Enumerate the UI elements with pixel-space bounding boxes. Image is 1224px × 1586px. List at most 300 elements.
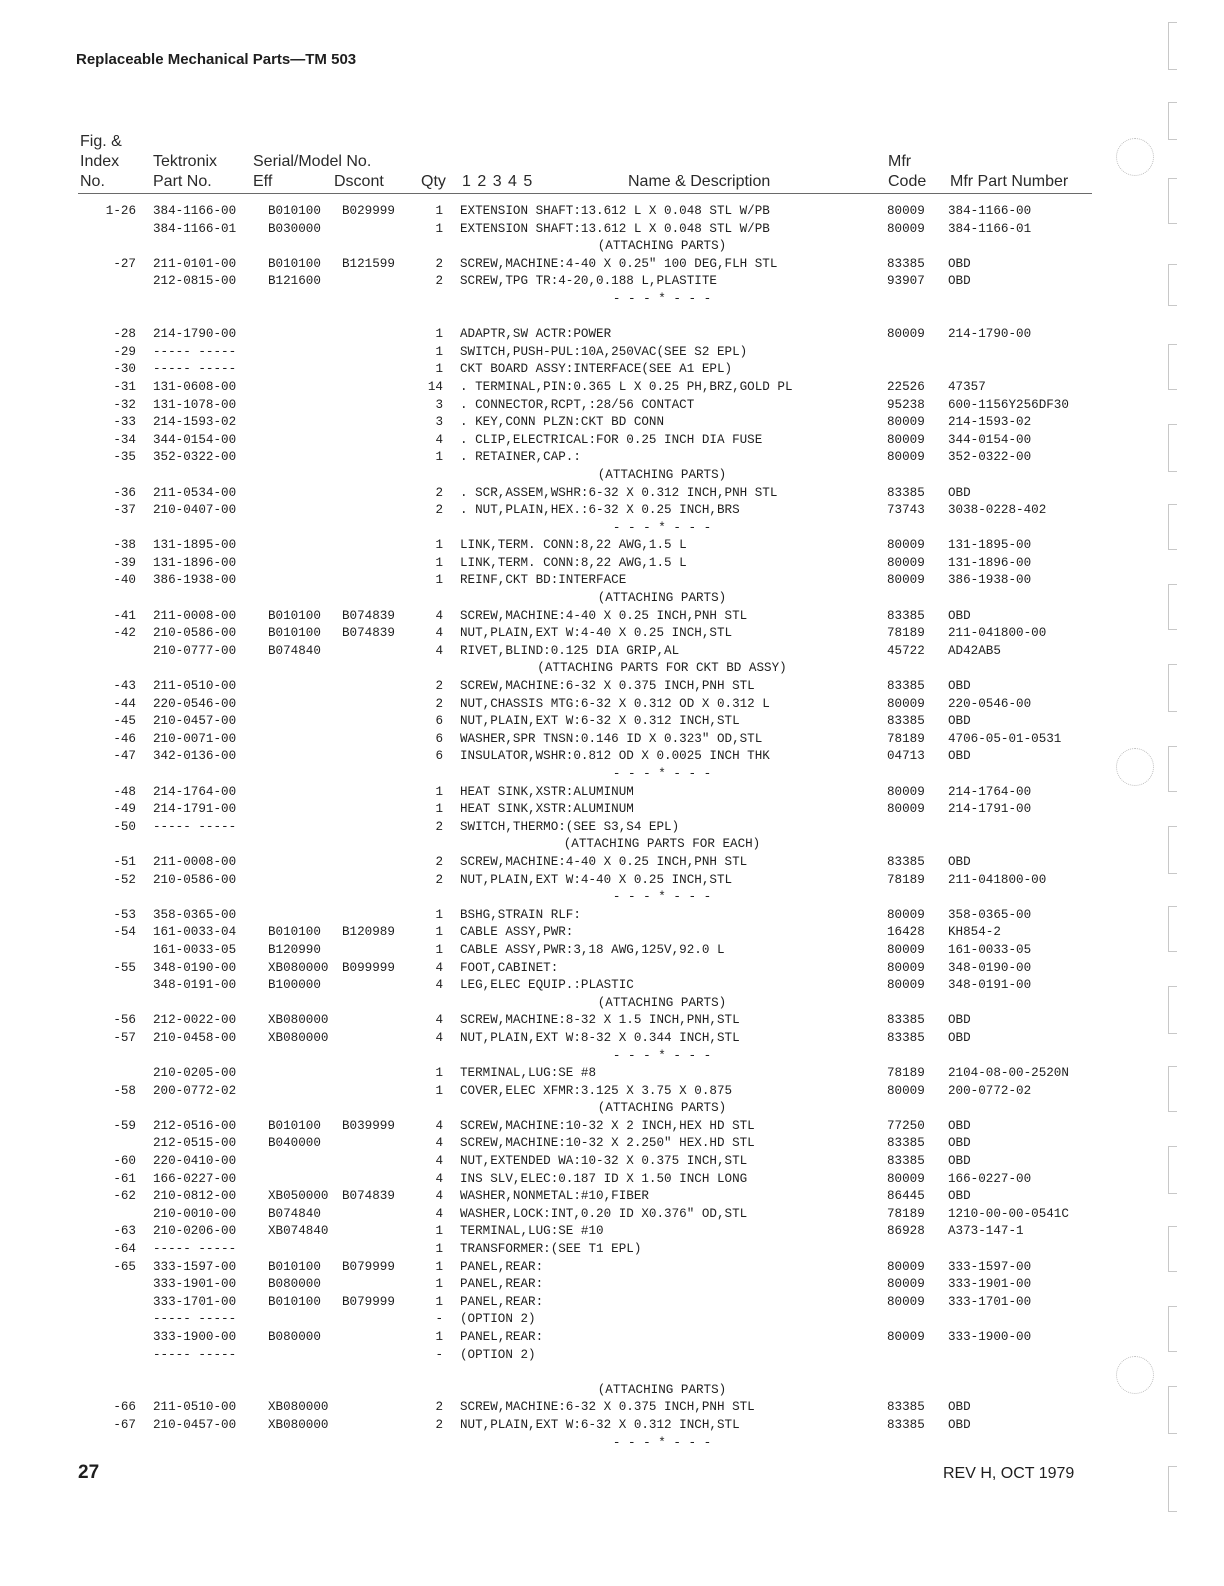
mfr-code: 77250 xyxy=(887,1118,925,1133)
binding-mark xyxy=(1168,264,1177,306)
part-number: 212-0515-00 xyxy=(153,1136,237,1151)
table-row xyxy=(0,731,1224,749)
mfr-code: 80009 xyxy=(887,1171,925,1186)
quantity: 1 xyxy=(435,573,443,588)
name-description: WASHER,SPR TNSN:0.146 ID X 0.323" OD,STL xyxy=(460,731,763,746)
part-number: 210-0586-00 xyxy=(153,626,237,641)
index-number: -34 xyxy=(113,432,136,447)
table-row xyxy=(0,537,1224,555)
index-number: -31 xyxy=(113,379,136,394)
name-description: (OPTION 2) xyxy=(460,1347,536,1362)
part-number: 333-1901-00 xyxy=(153,1277,237,1292)
quantity: 6 xyxy=(435,749,443,764)
mfr-code: 80009 xyxy=(887,784,925,799)
table-row xyxy=(0,960,1224,978)
section-note-row xyxy=(0,520,1224,538)
mfr-code: 86445 xyxy=(887,1189,925,1204)
serial-discontinued: B099999 xyxy=(342,960,395,975)
index-number: -59 xyxy=(113,1118,136,1133)
part-number: 348-0190-00 xyxy=(153,960,237,975)
quantity: - xyxy=(435,1312,443,1327)
quantity: 2 xyxy=(435,854,443,869)
serial-discontinued: B079999 xyxy=(342,1259,395,1274)
mfr-part-number: 348-0191-00 xyxy=(948,978,1032,993)
binding-mark xyxy=(1168,1306,1177,1352)
name-description: WASHER,LOCK:INT,0.20 ID X0.376" OD,STL xyxy=(460,1206,748,1221)
table-row xyxy=(0,414,1224,432)
quantity: 2 xyxy=(435,503,443,518)
binding-mark xyxy=(1168,504,1177,550)
name-description: TERMINAL,LUG:SE #8 xyxy=(460,1066,597,1081)
mfr-code: 95238 xyxy=(887,397,925,412)
index-number: -27 xyxy=(113,256,136,271)
section-note: - - - * - - - xyxy=(612,1048,712,1063)
part-number: 210-0205-00 xyxy=(153,1066,237,1081)
header-part-no: Part No. xyxy=(153,173,212,190)
page-title: Replaceable Mechanical Parts—TM 503 xyxy=(76,51,357,68)
part-number: 212-0022-00 xyxy=(153,1013,237,1028)
name-description: . RETAINER,CAP.: xyxy=(460,450,581,465)
mfr-part-number: 600-1156Y256DF30 xyxy=(948,397,1069,412)
index-number: -51 xyxy=(113,854,136,869)
mfr-code: 80009 xyxy=(887,1083,925,1098)
quantity: 4 xyxy=(435,643,443,658)
part-number: 220-0410-00 xyxy=(153,1154,237,1169)
revision-label: REV H, OCT 1979 xyxy=(943,1465,1075,1482)
part-number: ----- ----- xyxy=(153,362,237,377)
mfr-code: 80009 xyxy=(887,415,925,430)
table-row xyxy=(0,748,1224,766)
name-description: ADAPTR,SW ACTR:POWER xyxy=(460,327,612,342)
quantity: 1 xyxy=(435,1277,443,1292)
quantity: 1 xyxy=(435,907,443,922)
table-row xyxy=(0,432,1224,450)
name-description: PANEL,REAR: xyxy=(460,1277,544,1292)
table-row xyxy=(0,678,1224,696)
binding-mark xyxy=(1168,22,1177,70)
index-number: -29 xyxy=(113,344,136,359)
binding-mark xyxy=(1168,826,1177,874)
mfr-code: 80009 xyxy=(887,327,925,342)
mfr-part-number: KH854-2 xyxy=(948,925,1001,940)
part-number: 161-0033-04 xyxy=(153,925,237,940)
serial-effective: XB080000 xyxy=(268,1013,329,1028)
part-number: ----- ----- xyxy=(153,1312,237,1327)
table-row xyxy=(0,203,1224,221)
header-qty: Qty xyxy=(421,173,446,190)
section-note: (ATTACHING PARTS) xyxy=(597,591,727,606)
serial-discontinued: B079999 xyxy=(342,1294,395,1309)
mfr-part-number: 352-0322-00 xyxy=(948,450,1032,465)
table-row xyxy=(0,273,1224,291)
index-number: -47 xyxy=(113,749,136,764)
binding-mark xyxy=(1168,1146,1177,1194)
mfr-code: 83385 xyxy=(887,485,925,500)
part-number: 131-0608-00 xyxy=(153,379,237,394)
table-row xyxy=(0,1135,1224,1153)
punch-hole xyxy=(1116,1356,1154,1394)
mfr-part-number: 333-1900-00 xyxy=(948,1330,1032,1344)
binding-mark xyxy=(1168,178,1177,224)
part-number: 344-0154-00 xyxy=(153,432,237,447)
mfr-part-number: 348-0190-00 xyxy=(948,960,1032,975)
serial-effective: XB080000 xyxy=(268,1400,329,1415)
header-no: No. xyxy=(80,173,105,190)
part-number: 210-0458-00 xyxy=(153,1030,237,1045)
mfr-part-number: OBD xyxy=(948,679,971,694)
mfr-code: 78189 xyxy=(887,872,925,887)
serial-effective: B010100 xyxy=(268,1294,321,1309)
mfr-code: 80009 xyxy=(887,696,925,711)
binding-mark xyxy=(1168,102,1177,140)
mfr-part-number: 386-1938-00 xyxy=(948,573,1032,588)
mfr-part-number: A373-147-1 xyxy=(948,1224,1024,1239)
quantity: 6 xyxy=(435,714,443,729)
header-fig: Fig. & xyxy=(80,133,122,150)
section-note: (ATTACHING PARTS) xyxy=(597,1382,727,1397)
mfr-part-number: OBD xyxy=(948,485,971,500)
name-description: COVER,ELEC XFMR:3.125 X 3.75 X 0.875 xyxy=(460,1083,733,1098)
part-number: 210-0812-00 xyxy=(153,1189,237,1204)
table-row xyxy=(0,608,1224,626)
index-number: -30 xyxy=(113,362,136,377)
table-row xyxy=(0,1083,1224,1101)
part-number: 214-1593-02 xyxy=(153,415,237,430)
serial-effective: B100000 xyxy=(268,978,321,993)
part-number: 211-0101-00 xyxy=(153,256,237,271)
binding-mark xyxy=(1168,1466,1177,1512)
mfr-code: 83385 xyxy=(887,608,925,623)
serial-discontinued: B121599 xyxy=(342,256,395,271)
header-eff: Eff xyxy=(253,173,273,190)
mfr-part-number: OBD xyxy=(948,1189,971,1204)
serial-discontinued: B074839 xyxy=(342,1189,395,1204)
index-number: -57 xyxy=(113,1030,136,1045)
serial-effective: XB080000 xyxy=(268,1417,329,1432)
mfr-code: 80009 xyxy=(887,1294,925,1309)
name-description: SCREW,MACHINE:6-32 X 0.375 INCH,PNH STL xyxy=(460,679,755,694)
quantity: 6 xyxy=(435,731,443,746)
binding-mark xyxy=(1168,344,1177,390)
part-number: 211-0534-00 xyxy=(153,485,237,500)
table-row xyxy=(0,1206,1224,1224)
quantity: 2 xyxy=(435,696,443,711)
index-number: -48 xyxy=(113,784,136,799)
table-row xyxy=(0,1171,1224,1189)
section-note-row xyxy=(0,1382,1224,1400)
serial-effective: XB080000 xyxy=(268,1030,329,1045)
table-row xyxy=(0,1347,1224,1365)
quantity: - xyxy=(435,1347,443,1362)
mfr-part-number: 220-0546-00 xyxy=(948,696,1032,711)
mfr-part-number: OBD xyxy=(948,1013,971,1028)
part-number: 211-0008-00 xyxy=(153,854,237,869)
table-row xyxy=(0,907,1224,925)
name-description: SWITCH,THERMO:(SEE S3,S4 EPL) xyxy=(460,819,680,834)
part-number: 210-0777-00 xyxy=(153,643,237,658)
quantity: 4 xyxy=(435,432,443,447)
name-description: SCREW,MACHINE:4-40 X 0.25 INCH,PNH STL xyxy=(460,854,748,869)
header-code: Code xyxy=(888,173,927,190)
name-description: TERMINAL,LUG:SE #10 xyxy=(460,1224,604,1239)
name-description: . KEY,CONN PLZN:CKT BD CONN xyxy=(460,415,665,430)
serial-effective: XB050000 xyxy=(268,1189,329,1204)
quantity: 4 xyxy=(435,1206,443,1221)
part-number: 210-0071-00 xyxy=(153,731,237,746)
mfr-part-number: 214-1791-00 xyxy=(948,802,1032,817)
name-description: BSHG,STRAIN RLF: xyxy=(460,907,581,922)
table-row xyxy=(0,344,1224,362)
table-row xyxy=(0,379,1224,397)
index-number: -58 xyxy=(113,1083,136,1098)
part-number: 210-0206-00 xyxy=(153,1224,237,1239)
index-number: -55 xyxy=(113,960,136,975)
mfr-part-number: 3038-0228-402 xyxy=(948,503,1047,518)
header-tektronix: Tektronix xyxy=(153,153,218,170)
section-note: (ATTACHING PARTS) xyxy=(597,995,727,1010)
mfr-code: 78189 xyxy=(887,626,925,641)
table-row xyxy=(0,696,1224,714)
part-number: 166-0227-00 xyxy=(153,1171,237,1186)
name-description: SCREW,MACHINE:6-32 X 0.375 INCH,PNH STL xyxy=(460,1400,755,1415)
quantity: 4 xyxy=(435,1118,443,1133)
mfr-part-number: OBD xyxy=(948,1136,971,1151)
serial-effective: B080000 xyxy=(268,1330,321,1344)
mfr-code: 80009 xyxy=(887,538,925,553)
serial-discontinued: B074839 xyxy=(342,608,395,623)
table-row xyxy=(0,1223,1224,1241)
serial-effective: B040000 xyxy=(268,1136,321,1151)
name-description: LINK,TERM. CONN:8,22 AWG,1.5 L xyxy=(460,555,687,570)
mfr-part-number: OBD xyxy=(948,1417,971,1432)
mfr-code: 93907 xyxy=(887,274,925,289)
index-number: -52 xyxy=(113,872,136,887)
table-row xyxy=(0,872,1224,890)
section-note: - - - * - - - xyxy=(612,890,712,905)
section-note: (ATTACHING PARTS) xyxy=(597,1101,727,1116)
parts-list xyxy=(0,203,1224,1452)
section-note-row xyxy=(0,660,1224,678)
mfr-part-number: 131-1896-00 xyxy=(948,555,1032,570)
serial-discontinued: B039999 xyxy=(342,1118,395,1133)
quantity: 1 xyxy=(435,1083,443,1098)
serial-effective: B074840 xyxy=(268,1206,321,1221)
mfr-code: 73743 xyxy=(887,503,925,518)
name-description: SWITCH,PUSH-PUL:10A,250VAC(SEE S2 EPL) xyxy=(460,344,748,359)
quantity: 2 xyxy=(435,1400,443,1415)
table-row xyxy=(0,485,1224,503)
mfr-part-number: 344-0154-00 xyxy=(948,432,1032,447)
part-number: 333-1597-00 xyxy=(153,1259,237,1274)
name-description: CABLE ASSY,PWR:3,18 AWG,125V,92.0 L xyxy=(460,942,725,957)
table-row xyxy=(0,361,1224,379)
page-number: 27 xyxy=(78,1462,100,1483)
mfr-code: 80009 xyxy=(887,204,925,218)
header-indent-levels: 1 2 3 4 5 xyxy=(462,173,534,190)
header-mfr: Mfr xyxy=(888,153,912,170)
quantity: 2 xyxy=(435,274,443,289)
table-row xyxy=(0,1153,1224,1171)
quantity: 2 xyxy=(435,872,443,887)
mfr-code: 04713 xyxy=(887,749,925,764)
serial-discontinued: B120989 xyxy=(342,925,395,940)
index-number: -45 xyxy=(113,714,136,729)
part-number: ----- ----- xyxy=(153,1347,237,1362)
index-number: -61 xyxy=(113,1171,136,1186)
index-number: -53 xyxy=(113,907,136,922)
quantity: 4 xyxy=(435,1013,443,1028)
part-number: 212-0516-00 xyxy=(153,1118,237,1133)
quantity: 1 xyxy=(435,555,443,570)
quantity: 4 xyxy=(435,1189,443,1204)
part-number: 131-1896-00 xyxy=(153,555,237,570)
quantity: 1 xyxy=(435,1330,443,1344)
quantity: 2 xyxy=(435,679,443,694)
index-number: -39 xyxy=(113,555,136,570)
name-description: CKT BOARD ASSY:INTERFACE(SEE A1 EPL) xyxy=(460,362,733,377)
section-note: (ATTACHING PARTS) xyxy=(597,239,727,254)
table-row xyxy=(0,1259,1224,1277)
quantity: 2 xyxy=(435,819,443,834)
mfr-code: 80009 xyxy=(887,978,925,993)
section-note: (ATTACHING PARTS FOR CKT BD ASSY) xyxy=(537,661,787,676)
name-description: NUT,PLAIN,EXT W:8-32 X 0.344 INCH,STL xyxy=(460,1030,740,1045)
mfr-code: 80009 xyxy=(887,432,925,447)
mfr-part-number: 384-1166-01 xyxy=(948,221,1032,236)
part-number: ----- ----- xyxy=(153,819,237,834)
name-description: INS SLV,ELEC:0.187 ID X 1.50 INCH LONG xyxy=(460,1171,748,1186)
mfr-code: 80009 xyxy=(887,555,925,570)
mfr-part-number: 131-1895-00 xyxy=(948,538,1032,553)
name-description: NUT,CHASSIS MTG:6-32 X 0.312 OD X 0.312 L xyxy=(460,696,770,711)
name-description: NUT,PLAIN,EXT W:6-32 X 0.312 INCH,STL xyxy=(460,1417,740,1432)
name-description: NUT,PLAIN,EXT W:4-40 X 0.25 INCH,STL xyxy=(460,626,733,641)
index-number: -60 xyxy=(113,1154,136,1169)
part-number: ----- ----- xyxy=(153,344,237,359)
mfr-part-number: 161-0033-05 xyxy=(948,942,1032,957)
mfr-code: 83385 xyxy=(887,1013,925,1028)
name-description: HEAT SINK,XSTR:ALUMINUM xyxy=(460,802,634,817)
mfr-part-number: 1210-00-00-0541C xyxy=(948,1206,1069,1221)
part-number: 210-0586-00 xyxy=(153,872,237,887)
serial-discontinued: B074839 xyxy=(342,626,395,641)
quantity: 1 xyxy=(435,1259,443,1274)
table-row xyxy=(0,784,1224,802)
mfr-code: 45722 xyxy=(887,643,925,658)
serial-effective: B010100 xyxy=(268,925,321,940)
name-description: SCREW,MACHINE:8-32 X 1.5 INCH,PNH,STL xyxy=(460,1013,740,1028)
mfr-part-number: OBD xyxy=(948,256,971,271)
part-number: 220-0546-00 xyxy=(153,696,237,711)
mfr-part-number: OBD xyxy=(948,854,971,869)
name-description: CABLE ASSY,PWR: xyxy=(460,925,574,940)
part-number: 131-1078-00 xyxy=(153,397,237,412)
quantity: 4 xyxy=(435,1154,443,1169)
table-row xyxy=(0,1118,1224,1136)
mfr-code: 86928 xyxy=(887,1224,925,1239)
part-number: 358-0365-00 xyxy=(153,907,237,922)
mfr-part-number: 214-1790-00 xyxy=(948,327,1032,342)
name-description: LINK,TERM. CONN:8,22 AWG,1.5 L xyxy=(460,538,687,553)
quantity: 1 xyxy=(435,1224,443,1239)
name-description: EXTENSION SHAFT:13.612 L X 0.048 STL W/PB xyxy=(460,204,770,218)
section-note: - - - * - - - xyxy=(612,1435,712,1450)
table-row xyxy=(0,1417,1224,1435)
table-row xyxy=(0,397,1224,415)
quantity: 2 xyxy=(435,256,443,271)
mfr-part-number: 214-1764-00 xyxy=(948,784,1032,799)
section-note-row xyxy=(0,1048,1224,1066)
table-row xyxy=(0,1030,1224,1048)
mfr-code: 80009 xyxy=(887,573,925,588)
table-row xyxy=(0,221,1224,239)
quantity: 1 xyxy=(435,925,443,940)
name-description: NUT,PLAIN,EXT W:6-32 X 0.312 INCH,STL xyxy=(460,714,740,729)
quantity: 3 xyxy=(435,397,443,412)
table-row xyxy=(0,256,1224,274)
name-description: TRANSFORMER:(SEE T1 EPL) xyxy=(460,1242,642,1257)
mfr-code: 83385 xyxy=(887,1417,925,1432)
index-number: -50 xyxy=(113,819,136,834)
serial-effective: B080000 xyxy=(268,1277,321,1292)
table-row xyxy=(0,1065,1224,1083)
mfr-code: 80009 xyxy=(887,960,925,975)
quantity: 1 xyxy=(435,1066,443,1081)
index-number: -37 xyxy=(113,503,136,518)
name-description: SCREW,MACHINE:10-32 X 2.250" HEX.HD STL xyxy=(460,1136,755,1151)
serial-effective: B010100 xyxy=(268,204,321,218)
index-number: -54 xyxy=(113,925,136,940)
table-row xyxy=(0,801,1224,819)
serial-effective: B120990 xyxy=(268,942,321,957)
index-number: -65 xyxy=(113,1259,136,1274)
quantity: 14 xyxy=(427,379,443,394)
part-number: 210-0010-00 xyxy=(153,1206,237,1221)
part-number: 131-1895-00 xyxy=(153,538,237,553)
mfr-code: 83385 xyxy=(887,714,925,729)
mfr-code: 80009 xyxy=(887,942,925,957)
index-number: -35 xyxy=(113,450,136,465)
part-number: 211-0008-00 xyxy=(153,608,237,623)
index-number: -49 xyxy=(113,802,136,817)
name-description: WASHER,NONMETAL:#10,FIBER xyxy=(460,1189,649,1204)
mfr-code: 83385 xyxy=(887,1154,925,1169)
binding-mark xyxy=(1168,746,1177,792)
name-description: . CLIP,ELECTRICAL:FOR 0.25 INCH DIA FUSE xyxy=(460,432,763,447)
quantity: 1 xyxy=(435,784,443,799)
table-row xyxy=(0,977,1224,995)
header-dscont: Dscont xyxy=(334,173,384,190)
table-row xyxy=(0,1294,1224,1312)
mfr-code: 80009 xyxy=(887,1259,925,1274)
name-description: FOOT,CABINET: xyxy=(460,960,559,975)
index-number: -56 xyxy=(113,1013,136,1028)
mfr-part-number: 358-0365-00 xyxy=(948,907,1032,922)
part-number: 210-0407-00 xyxy=(153,503,237,518)
name-description: NUT,PLAIN,EXT W:4-40 X 0.25 INCH,STL xyxy=(460,872,733,887)
part-number: 386-1938-00 xyxy=(153,573,237,588)
part-number: 342-0136-00 xyxy=(153,749,237,764)
quantity: 1 xyxy=(435,1294,443,1309)
part-number: 348-0191-00 xyxy=(153,978,237,993)
part-number: 214-1791-00 xyxy=(153,802,237,817)
quantity: 1 xyxy=(435,538,443,553)
serial-effective: B010100 xyxy=(268,608,321,623)
binding-mark xyxy=(1168,1386,1177,1434)
table-row xyxy=(0,1311,1224,1329)
serial-effective: B010100 xyxy=(268,256,321,271)
table-row xyxy=(0,326,1224,344)
